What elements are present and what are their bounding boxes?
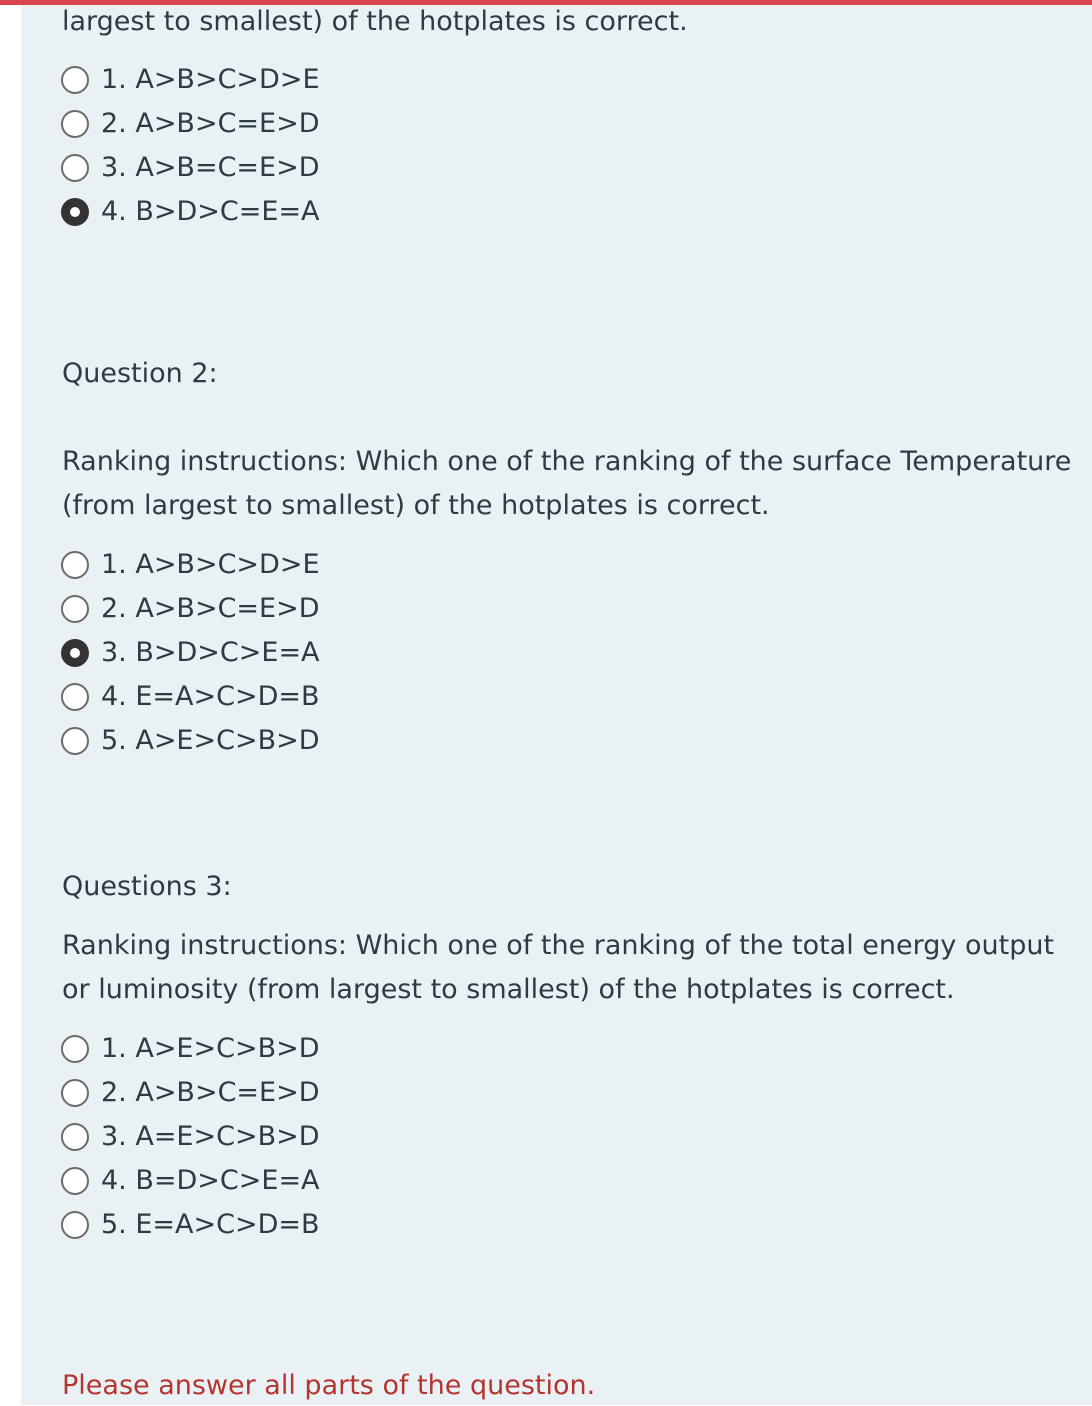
question3-option-4[interactable] [61,1163,320,1199]
question2-option-3[interactable] [61,635,320,671]
option-label: 3. A=E>C>B>D [101,1121,320,1152]
question1-option-1[interactable] [61,62,320,98]
radio-button-icon[interactable] [61,595,89,623]
question1-instructions: largest to smallest) of the hotplates is correct. [62,6,688,37]
option-label: 4. E=A>C>D=B [101,681,320,712]
option-label: 2. A>B>C=E>D [101,593,320,624]
option-label: 5. E=A>C>D=B [101,1209,320,1240]
option-label: 1. A>B>C>D>E [101,64,320,95]
radio-button-icon[interactable] [61,66,89,94]
radio-button-icon[interactable] [61,1211,89,1239]
question2-option-5[interactable] [61,723,320,759]
option-label: 3. B>D>C>E=A [101,637,320,668]
radio-button-icon[interactable] [61,1079,89,1107]
option-label: 2. A>B>C=E>D [101,108,320,139]
radio-button-selected-icon[interactable] [61,639,89,667]
option-label: 3. A>B=C=E>D [101,152,320,183]
question2-option-2[interactable] [61,591,320,627]
radio-button-icon[interactable] [61,110,89,138]
question2-option-1[interactable] [61,547,320,583]
question3-title: Questions 3: [62,871,232,902]
incomplete-answer-warning: Please answer all parts of the question. [62,1370,596,1401]
question1-option-3[interactable] [61,150,320,186]
question2-title: Question 2: [62,358,218,389]
radio-button-icon[interactable] [61,683,89,711]
option-label: 4. B>D>C=E=A [101,196,320,227]
radio-button-icon[interactable] [61,1167,89,1195]
radio-button-icon[interactable] [61,1035,89,1063]
question3-instructions: Ranking instructions: Which one of the ranking of the total energy output or luminosity (from largest to smallest) of the hotplates is correct. [62,930,1055,1005]
option-label: 4. B=D>C>E=A [101,1165,320,1196]
question2-option-4[interactable] [61,679,320,715]
question2-instructions: Ranking instructions: Which one of the ranking of the surface Temperature (from largest to smallest) of the hotplates is correct. [62,446,1072,521]
radio-button-icon[interactable] [61,727,89,755]
option-label: 1. A>B>C>D>E [101,549,320,580]
question3-option-5[interactable] [61,1207,320,1243]
question3-option-3[interactable] [61,1119,320,1155]
option-label: 2. A>B>C=E>D [101,1077,320,1108]
option-label: 1. A>E>C>B>D [101,1033,320,1064]
question1-option-2[interactable] [61,106,320,142]
radio-button-icon[interactable] [61,551,89,579]
question3-option-1[interactable] [61,1031,320,1067]
question3-option-2[interactable] [61,1075,320,1111]
radio-button-icon[interactable] [61,154,89,182]
question1-option-4[interactable] [61,194,320,230]
radio-button-selected-icon[interactable] [61,198,89,226]
radio-button-icon[interactable] [61,1123,89,1151]
option-label: 5. A>E>C>B>D [101,725,320,756]
